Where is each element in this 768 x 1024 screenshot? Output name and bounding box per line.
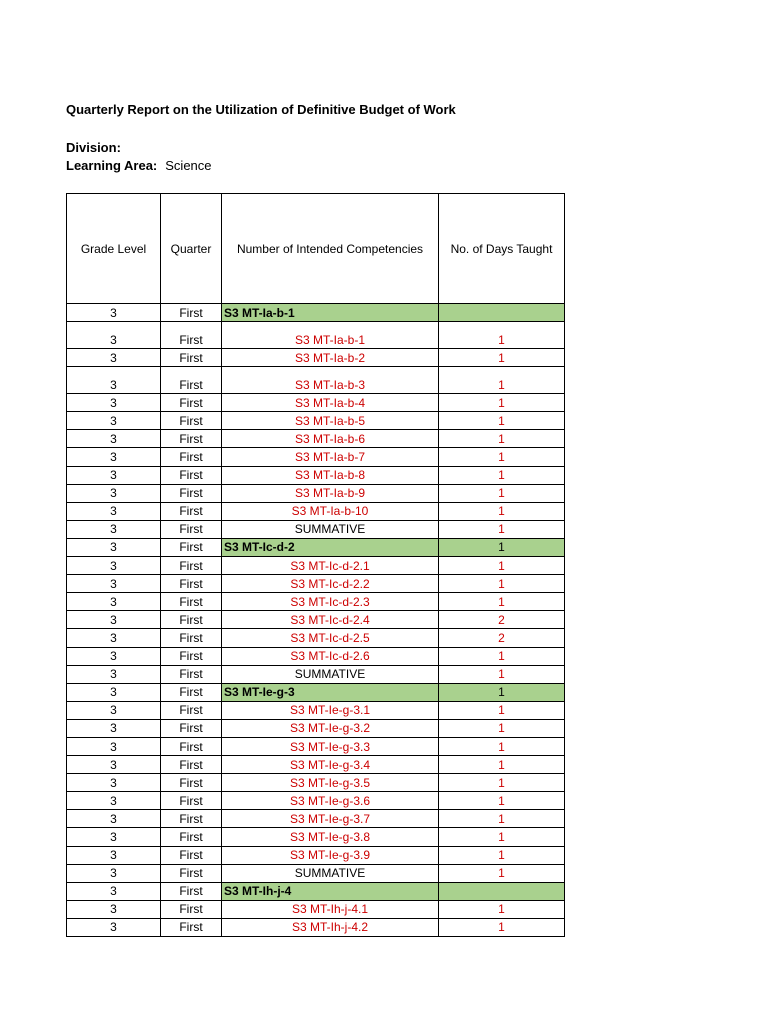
cell-competency: S3 MT-Ih-j-4.2 bbox=[222, 918, 439, 936]
cell-grade-level: 3 bbox=[67, 756, 161, 774]
cell-quarter: First bbox=[161, 304, 222, 322]
learning-area-line bbox=[66, 158, 212, 173]
cell-competency: S3 MT-Ia-b-5 bbox=[222, 412, 439, 430]
cell-grade-level: 3 bbox=[67, 575, 161, 593]
cell-quarter: First bbox=[161, 900, 222, 918]
cell-quarter: First bbox=[161, 719, 222, 737]
table-row bbox=[67, 349, 565, 367]
cell-days-taught: 1 bbox=[439, 502, 565, 520]
cell-quarter: First bbox=[161, 792, 222, 810]
cell-grade-level: 3 bbox=[67, 810, 161, 828]
table-body bbox=[67, 304, 565, 937]
cell-days-taught: 1 bbox=[439, 701, 565, 719]
cell-days-taught: 1 bbox=[439, 683, 565, 701]
table-row bbox=[67, 828, 565, 846]
table-row bbox=[67, 322, 565, 349]
table-row bbox=[67, 864, 565, 882]
cell-competency: S3 MT-Ie-g-3.3 bbox=[222, 737, 439, 755]
table-row bbox=[67, 737, 565, 755]
cell-days-taught: 2 bbox=[439, 611, 565, 629]
cell-competency: S3 MT-Ia-b-8 bbox=[222, 466, 439, 484]
header-grade-level: Grade Level bbox=[67, 194, 161, 304]
table-row bbox=[67, 304, 565, 322]
table-row bbox=[67, 918, 565, 936]
table-row bbox=[67, 647, 565, 665]
cell-quarter: First bbox=[161, 683, 222, 701]
cell-quarter: First bbox=[161, 557, 222, 575]
cell-days-taught: 1 bbox=[439, 367, 565, 394]
cell-days-taught: 1 bbox=[439, 557, 565, 575]
cell-quarter: First bbox=[161, 484, 222, 502]
cell-grade-level: 3 bbox=[67, 502, 161, 520]
cell-quarter: First bbox=[161, 367, 222, 394]
table-row bbox=[67, 367, 565, 394]
cell-competency: S3 MT-Ic-d-2.6 bbox=[222, 647, 439, 665]
table-row bbox=[67, 701, 565, 719]
cell-competency: S3 MT-Ih-j-4 bbox=[222, 882, 439, 900]
cell-competency: SUMMATIVE bbox=[222, 864, 439, 882]
table-row bbox=[67, 412, 565, 430]
cell-grade-level: 3 bbox=[67, 304, 161, 322]
header-quarter: Quarter bbox=[161, 194, 222, 304]
cell-competency: S3 MT-Ia-b-6 bbox=[222, 430, 439, 448]
cell-grade-level: 3 bbox=[67, 394, 161, 412]
cell-competency: S3 MT-Ie-g-3.2 bbox=[222, 719, 439, 737]
header-days-taught: No. of Days Taught bbox=[439, 194, 565, 304]
cell-quarter: First bbox=[161, 810, 222, 828]
cell-days-taught: 1 bbox=[439, 394, 565, 412]
cell-quarter: First bbox=[161, 774, 222, 792]
cell-competency: SUMMATIVE bbox=[222, 665, 439, 683]
cell-days-taught: 1 bbox=[439, 792, 565, 810]
table-row bbox=[67, 611, 565, 629]
cell-competency: S3 MT-Ie-g-3 bbox=[222, 683, 439, 701]
cell-days-taught: 1 bbox=[439, 448, 565, 466]
cell-competency: S3 MT-Ie-g-3.8 bbox=[222, 828, 439, 846]
table-row bbox=[67, 502, 565, 520]
cell-quarter: First bbox=[161, 412, 222, 430]
cell-quarter: First bbox=[161, 737, 222, 755]
cell-days-taught bbox=[439, 882, 565, 900]
cell-competency: S3 MT-Ie-g-3.9 bbox=[222, 846, 439, 864]
cell-competency: S3 MT-Ih-j-4.1 bbox=[222, 900, 439, 918]
table-row bbox=[67, 756, 565, 774]
learning-area-value: Science bbox=[165, 158, 212, 173]
cell-competency: S3 MT-Ie-g-3.4 bbox=[222, 756, 439, 774]
cell-days-taught: 1 bbox=[439, 322, 565, 349]
cell-quarter: First bbox=[161, 575, 222, 593]
cell-competency: S3 MT-Ic-d-2.5 bbox=[222, 629, 439, 647]
cell-quarter: First bbox=[161, 430, 222, 448]
cell-quarter: First bbox=[161, 918, 222, 936]
table-row bbox=[67, 557, 565, 575]
cell-quarter: First bbox=[161, 629, 222, 647]
division-label: Division: bbox=[66, 140, 121, 155]
cell-competency: S3 MT-Ic-d-2.4 bbox=[222, 611, 439, 629]
cell-grade-level: 3 bbox=[67, 611, 161, 629]
cell-days-taught: 1 bbox=[439, 774, 565, 792]
table-row bbox=[67, 430, 565, 448]
cell-competency: S3 MT-Ie-g-3.7 bbox=[222, 810, 439, 828]
cell-competency: S3 MT-Ic-d-2.3 bbox=[222, 593, 439, 611]
table-row bbox=[67, 466, 565, 484]
cell-competency: S3 MT-Ia-b-1 bbox=[222, 322, 439, 349]
table-row bbox=[67, 593, 565, 611]
cell-grade-level: 3 bbox=[67, 484, 161, 502]
cell-competency: S3 MT-Ic-d-2.1 bbox=[222, 557, 439, 575]
cell-quarter: First bbox=[161, 665, 222, 683]
cell-quarter: First bbox=[161, 593, 222, 611]
cell-grade-level: 3 bbox=[67, 701, 161, 719]
cell-quarter: First bbox=[161, 864, 222, 882]
cell-days-taught: 1 bbox=[439, 484, 565, 502]
cell-grade-level: 3 bbox=[67, 349, 161, 367]
table-row bbox=[67, 683, 565, 701]
cell-competency: S3 MT-Ia-b-2 bbox=[222, 349, 439, 367]
cell-grade-level: 3 bbox=[67, 593, 161, 611]
cell-days-taught: 1 bbox=[439, 737, 565, 755]
table-row bbox=[67, 538, 565, 556]
cell-days-taught: 1 bbox=[439, 846, 565, 864]
cell-grade-level: 3 bbox=[67, 430, 161, 448]
cell-days-taught: 1 bbox=[439, 665, 565, 683]
cell-grade-level: 3 bbox=[67, 538, 161, 556]
cell-competency: SUMMATIVE bbox=[222, 520, 439, 538]
cell-grade-level: 3 bbox=[67, 864, 161, 882]
table-row bbox=[67, 448, 565, 466]
cell-grade-level: 3 bbox=[67, 448, 161, 466]
cell-quarter: First bbox=[161, 322, 222, 349]
table-row bbox=[67, 792, 565, 810]
cell-quarter: First bbox=[161, 828, 222, 846]
cell-competency: S3 MT-Ie-g-3.1 bbox=[222, 701, 439, 719]
cell-grade-level: 3 bbox=[67, 322, 161, 349]
cell-competency: S3 MT-Ia-b-1 bbox=[222, 304, 439, 322]
cell-quarter: First bbox=[161, 611, 222, 629]
cell-grade-level: 3 bbox=[67, 900, 161, 918]
cell-competency: S3 MT-Ia-b-10 bbox=[222, 502, 439, 520]
cell-competency: S3 MT-Ie-g-3.5 bbox=[222, 774, 439, 792]
table-row bbox=[67, 575, 565, 593]
cell-grade-level: 3 bbox=[67, 828, 161, 846]
cell-days-taught: 2 bbox=[439, 629, 565, 647]
cell-days-taught: 1 bbox=[439, 918, 565, 936]
table-row bbox=[67, 484, 565, 502]
cell-days-taught: 1 bbox=[439, 412, 565, 430]
cell-quarter: First bbox=[161, 349, 222, 367]
cell-days-taught: 1 bbox=[439, 647, 565, 665]
cell-competency: S3 MT-Ia-b-4 bbox=[222, 394, 439, 412]
cell-grade-level: 3 bbox=[67, 367, 161, 394]
cell-days-taught: 1 bbox=[439, 810, 565, 828]
cell-grade-level: 3 bbox=[67, 719, 161, 737]
cell-days-taught: 1 bbox=[439, 430, 565, 448]
cell-days-taught: 1 bbox=[439, 864, 565, 882]
report-title: Quarterly Report on the Utilization of Definitive Budget of Work bbox=[66, 102, 456, 117]
cell-grade-level: 3 bbox=[67, 846, 161, 864]
table-row bbox=[67, 882, 565, 900]
table-header-row bbox=[67, 194, 565, 304]
cell-days-taught: 1 bbox=[439, 756, 565, 774]
cell-grade-level: 3 bbox=[67, 737, 161, 755]
table-row bbox=[67, 629, 565, 647]
cell-competency: S3 MT-Ia-b-7 bbox=[222, 448, 439, 466]
cell-grade-level: 3 bbox=[67, 918, 161, 936]
cell-quarter: First bbox=[161, 756, 222, 774]
cell-grade-level: 3 bbox=[67, 629, 161, 647]
cell-competency: S3 MT-Ia-b-9 bbox=[222, 484, 439, 502]
table-row bbox=[67, 665, 565, 683]
cell-grade-level: 3 bbox=[67, 792, 161, 810]
header-competencies: Number of Intended Competencies bbox=[222, 194, 439, 304]
cell-grade-level: 3 bbox=[67, 665, 161, 683]
cell-competency: S3 MT-Ic-d-2.2 bbox=[222, 575, 439, 593]
table-row bbox=[67, 394, 565, 412]
budget-of-work-table bbox=[66, 193, 565, 937]
cell-quarter: First bbox=[161, 846, 222, 864]
cell-quarter: First bbox=[161, 394, 222, 412]
cell-grade-level: 3 bbox=[67, 466, 161, 484]
cell-quarter: First bbox=[161, 882, 222, 900]
cell-competency: S3 MT-Ie-g-3.6 bbox=[222, 792, 439, 810]
learning-area-label: Learning Area: bbox=[66, 158, 158, 173]
cell-days-taught: 1 bbox=[439, 900, 565, 918]
cell-days-taught bbox=[439, 304, 565, 322]
table-row bbox=[67, 774, 565, 792]
cell-quarter: First bbox=[161, 448, 222, 466]
cell-grade-level: 3 bbox=[67, 520, 161, 538]
cell-quarter: First bbox=[161, 701, 222, 719]
division-line bbox=[66, 140, 129, 155]
cell-grade-level: 3 bbox=[67, 774, 161, 792]
table-row bbox=[67, 846, 565, 864]
table-row bbox=[67, 900, 565, 918]
cell-grade-level: 3 bbox=[67, 683, 161, 701]
cell-grade-level: 3 bbox=[67, 412, 161, 430]
cell-days-taught: 1 bbox=[439, 719, 565, 737]
cell-days-taught: 1 bbox=[439, 520, 565, 538]
cell-grade-level: 3 bbox=[67, 647, 161, 665]
cell-quarter: First bbox=[161, 502, 222, 520]
cell-days-taught: 1 bbox=[439, 466, 565, 484]
cell-days-taught: 1 bbox=[439, 575, 565, 593]
table-row bbox=[67, 719, 565, 737]
cell-grade-level: 3 bbox=[67, 882, 161, 900]
cell-grade-level: 3 bbox=[67, 557, 161, 575]
cell-days-taught: 1 bbox=[439, 828, 565, 846]
table-row bbox=[67, 520, 565, 538]
table-row bbox=[67, 810, 565, 828]
cell-days-taught: 1 bbox=[439, 538, 565, 556]
cell-quarter: First bbox=[161, 538, 222, 556]
cell-days-taught: 1 bbox=[439, 349, 565, 367]
cell-days-taught: 1 bbox=[439, 593, 565, 611]
cell-competency: S3 MT-Ic-d-2 bbox=[222, 538, 439, 556]
cell-quarter: First bbox=[161, 647, 222, 665]
cell-competency: S3 MT-Ia-b-3 bbox=[222, 367, 439, 394]
cell-quarter: First bbox=[161, 520, 222, 538]
cell-quarter: First bbox=[161, 466, 222, 484]
